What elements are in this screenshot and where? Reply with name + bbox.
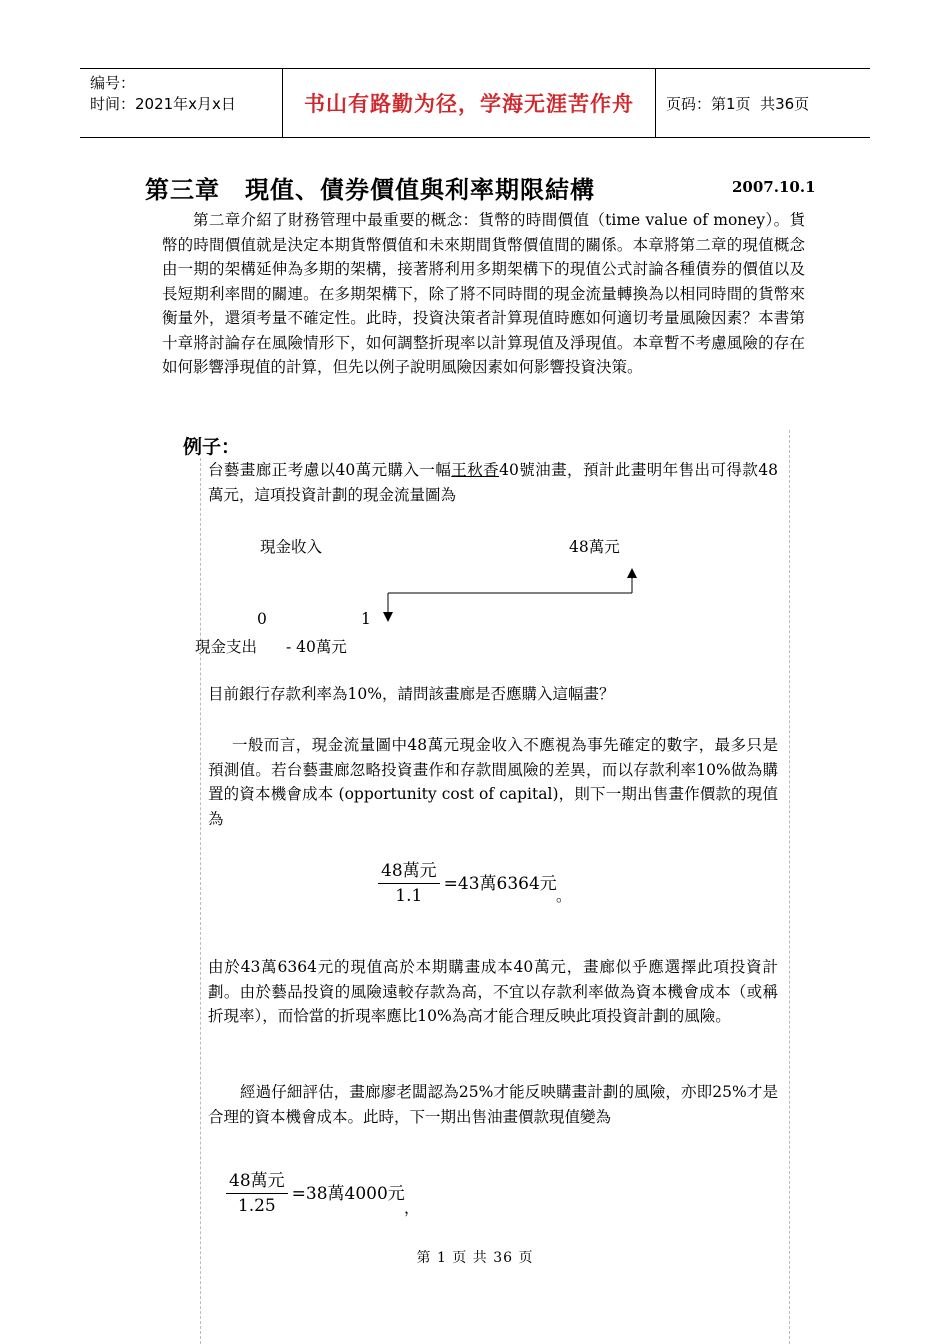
- painter-name: 王秋香: [451, 461, 500, 479]
- document-number-label: 编号：: [90, 74, 136, 92]
- example-box-left-border: [200, 458, 201, 1344]
- formula-2-result: =38萬4000元: [291, 1183, 405, 1204]
- present-value-formula-1: [378, 856, 557, 906]
- formula-1-fraction: [378, 856, 440, 906]
- example-paragraph-general: 一般而言，現金流量圖中48萬元現金收入不應視為事先確定的數字，最多只是預測值。若台藝畫廊忽略投資畫作和存款間風險的差異，而以存款利率10%做為購置的資本機會成本 (opportunity cost of capital)，則下一期出售畫作價款的現值為: [208, 736, 778, 828]
- header-meta: [90, 73, 236, 115]
- cashflow-inflow-amount: 48萬元: [569, 538, 620, 556]
- formula-1-denominator: 1.1: [395, 886, 423, 906]
- cashflow-outflow-label: 現金支出: [195, 638, 258, 656]
- page-footer: 第 1 页 共 36 页: [416, 1250, 534, 1266]
- document-time-label: 时间：2021年x月x日: [90, 95, 236, 113]
- inflow-arrow-icon: [627, 568, 637, 578]
- outflow-arrow-icon: [383, 612, 393, 622]
- formula-2-punctuation: ，: [404, 1199, 420, 1217]
- cashflow-period-1: 1: [361, 610, 371, 628]
- header-divider: [655, 69, 656, 137]
- example-paragraph-evaluation: 經過仔細評估，畫廊廖老闆認為25%才能反映購畫計劃的風險，亦即25%才是合理的資本機會成本。此時，下一期出售油畫價款現值變為: [208, 1083, 778, 1126]
- cashflow-outflow-amount: - 40萬元: [286, 638, 347, 656]
- example-box-right-border: [789, 430, 790, 1344]
- header-page-info: 页码：第1页 共36页: [666, 94, 810, 113]
- example-label: 例子：: [183, 436, 241, 458]
- example-intro: [208, 458, 778, 507]
- formula-2-numerator: 48萬元: [226, 1166, 288, 1194]
- chapter-date: 2007.10.1: [732, 178, 816, 196]
- header-motto: 书山有路勤为径，学海无涯苦作舟: [304, 92, 634, 116]
- formula-2-fraction: [226, 1166, 288, 1216]
- document-header: [80, 68, 870, 138]
- chapter-title: 第三章 現值、債券價值與利率期限結構: [145, 175, 595, 204]
- formula-1-result: =43萬6364元: [443, 873, 557, 894]
- example-paragraph-risk: 由於43萬6364元的現值高於本期購畫成本40萬元，畫廊似乎應選擇此項投資計劃。由於藝品投資的風險遠較存款為高，不宜以存款利率做為資本機會成本（或稱折現率），而恰當的折現率應比10%為高才能合理反映此項投資計劃的風險。: [208, 958, 778, 1025]
- formula-1-punctuation: 。: [556, 887, 572, 905]
- example-intro-text-rest: 40號油畫，預計此畫明年售出可得款48萬元，這項投資計劃的現金流量圖為: [208, 461, 778, 504]
- present-value-formula-2: [226, 1166, 405, 1216]
- cashflow-period-0: 0: [257, 610, 267, 628]
- example-question: 目前銀行存款利率為10%，請問該畫廊是否應購入這幅畫？: [208, 685, 615, 703]
- cashflow-inflow-label: 現金收入: [260, 538, 323, 556]
- intro-paragraph: 第二章介紹了財務管理中最重要的概念：貨幣的時間價值（time value of money）。貨幣的時間價值就是決定本期貨幣價值和未來期間貨幣價值間的關係。本章將第二章的現值概念由一期的架構延伸為多期的架構，接著將利用多期架構下的現值公式討論各種債券的價值以及長短期利率間的關連。在多期架構下，除了將不同時間的現金流量轉換為以相同時間的貨幣來衡量外，還須考量不確定性。此時，投資決策者計算現值時應如何適切考量風險因素？本書第十章將討論存在風險情形下，如何調整折現率以計算現值及淨現值。本章暫不考慮風險的存在如何影響淨現值的計算，但先以例子說明風險因素如何影響投資決策。: [162, 211, 805, 376]
- cashflow-diagram-arrows: [380, 562, 645, 630]
- example-intro-text: 台藝畫廊正考慮以40萬元購入一幅: [208, 461, 452, 479]
- formula-2-denominator: 1.25: [237, 1196, 276, 1216]
- formula-1-numerator: 48萬元: [378, 856, 440, 884]
